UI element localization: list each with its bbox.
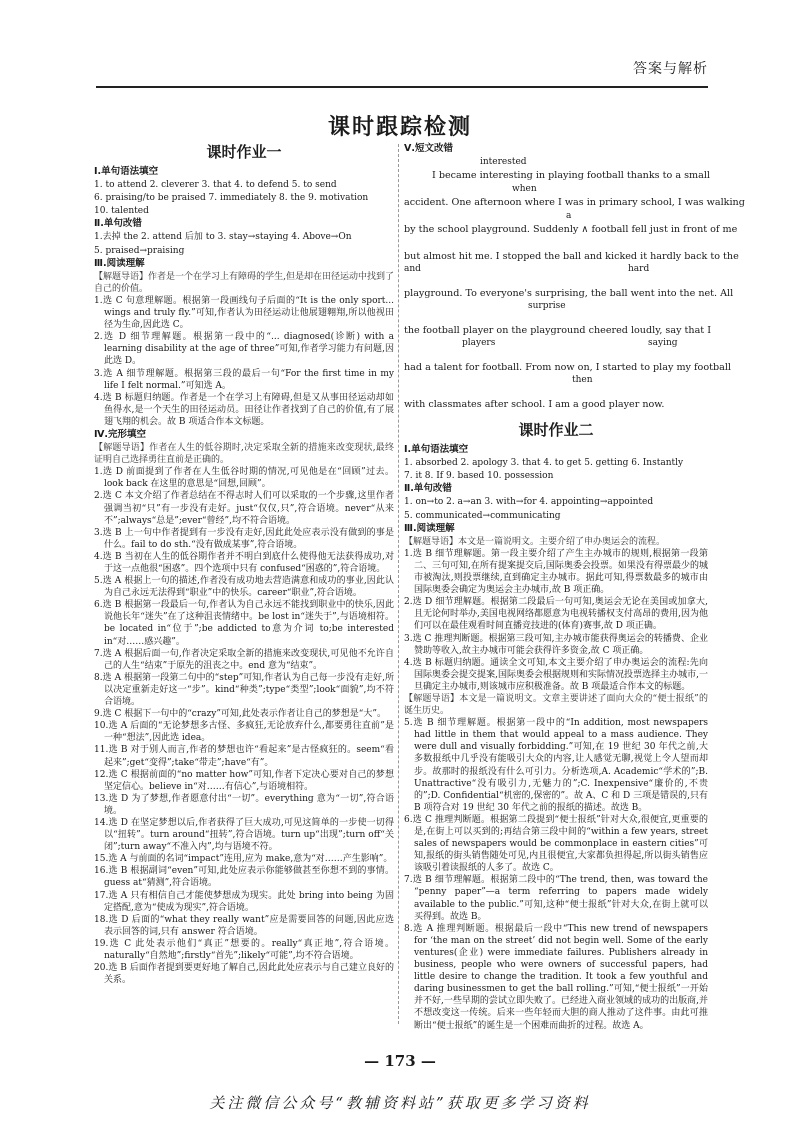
explanation-item: 14.选 D 在坚定梦想以后,作者获得了巨大成功,可见这简单的一步使一切得以“扭转”。turn around“扭转”,符合语境。turn up“出现”;turn off“关闭”;turn away“不准入内”,均与语境不符。 xyxy=(94,817,394,853)
passage-line xyxy=(404,274,734,312)
header-rule xyxy=(96,86,708,88)
homework-2-title: 课时作业二 xyxy=(518,421,594,440)
homework-1-title: 课时作业一 xyxy=(206,143,282,161)
explanation-item: 1.选 D 前面提到了作者在人生低谷时期的情况,可见他是在“回顾”过去。look back 在这里的意思是“回想,回顾”。 xyxy=(94,467,394,490)
passage-line xyxy=(404,210,738,237)
passage-text: I became interesting in playing football thanks to a small xyxy=(432,170,710,182)
section-grammar-fill: Ⅰ.单句语法填空 xyxy=(94,166,159,177)
passage-line xyxy=(404,348,731,386)
answer-line: 1.去掉 the 2. attend 后加 to 3. stay→staying 4. Above→On xyxy=(94,232,352,243)
section-reading-2: Ⅲ.阅读理解 xyxy=(404,522,455,534)
passage-line xyxy=(404,156,708,183)
explanation-item: 3.选 C 推理判断题。根据第三段可知,主办城市能获得奥运会的转播费、企业赞助等收入,故主办城市可能会获得许多资金,故 C 项正确。 xyxy=(404,633,708,656)
explanation-item: 5.选 A 根据上一句的描述,作者没有成功地去营造满意和成功的事业,因此认为自己永远无法得到“职业”中的快乐。career“职业”,符合语境。 xyxy=(94,576,394,599)
correction-mark: surprise xyxy=(528,301,566,312)
section-error-correction: Ⅱ.单句改错 xyxy=(94,218,142,230)
explanation-item: 19.选 C 此处表示他们“真正”想要的。really“真正地”,符合语境。naturally“自然地”;firstly“首先”;likely“可能”,均不符合语境。 xyxy=(94,938,394,961)
explanation-item: 8.选 A 根据第一段第二句中的“step”可知,作者认为自己每一步没有走好,所以决定重新走好这一“步”。kind“种类”;type“类型”;look“面貌”,均不符合语境。 xyxy=(94,672,394,708)
answer-line: 1. absorbed 2. apology 3. that 4. to get 5. getting 6. Instantly xyxy=(404,458,684,469)
correction-mark: when xyxy=(512,184,537,195)
explanation-item: 5.选 B 细节理解题。根据第一段中的“In addition, most newspapers had little in them that would appeal to a mass audience. They were dull and visually forbidding.”可知,在 19 世纪 30 年代之前,大多数报纸中几乎没有能吸引大众的内容,让人感觉无聊,视觉上令人望而却步。故那时的报纸没有什么可引力。分析选项,A. Academic“学术的”;B. Unattractive“没有吸引力,无魅力的”;C. Inexpensive“廉价的,不贵的”;D. Confidential“机密的,保密的”。故 A、C 和 D 三项是错误的,只有 B 项符合对 19 世纪 30 年代之前的报纸的描述。故选 B。 xyxy=(404,718,708,813)
correction-mark: players xyxy=(462,338,496,349)
reading-guide: 【解题导语】本文是一篇说明文。文章主要讲述了面向大众的“便士报纸”的诞生历史。 xyxy=(404,693,708,717)
explanation-item: 11.选 B 对于别人而言,作者的梦想也许“看起来”是古怪疯狂的。seem“看起来”;get“变得”;take“带走”;have“有”。 xyxy=(94,745,394,768)
explanation-item: 8.选 A 推理判断题。根据最后一段中“This new trend of newspapers for ‘the man on the street’ did not begin well. Some of the early ventures(企业) were immediate failures. Publishers already in business, people who were owners of successful papers, had little desire to change the tradition. It took a few youthful and daring businessmen to get the ball rolling.”可知,“便士报纸”一开始并不好,一些早期的尝试立即失败了。已经进入商业领域的成功的出版商,并不想改变这一传统。后来一些年轻而大胆的商人推动了这件事。由此可推断出“便士报纸”的诞生是一个困难而曲折的过程。故选 A。 xyxy=(404,923,708,1031)
reading-guide: 【解题导语】作者是一个在学习上有障碍的学生,但是却在田径运动中找到了自己的价值。 xyxy=(94,271,394,294)
answer-line: 1. to attend 2. cleverer 3. that 4. to defend 5. to send xyxy=(94,180,337,191)
passage-text: by the school playground. Suddenly ∧ football fell just in front of me xyxy=(404,224,738,236)
passage-line xyxy=(404,311,711,349)
left-column xyxy=(94,142,394,1102)
explanation-item: 6.选 C 推理判断题。根据第二段提到“便士报纸”针对大众,很便宜,更重要的是,在街上可以买到的;再结合第三段中间的“within a few years, street sales of newspapers would be commonplace in eastern cities”可知,报纸的街头销售随处可见,内且很便宜,大家都负担得起,所以街头销售应该吸引着读报纸的人多了。故选 C。 xyxy=(404,814,708,874)
explanation-item: 7.选 B 细节理解题。根据第二段中的“The trend, then, was toward the “penny paper”—a term referring to papers made widely available to the public.”可知,这种“便士报纸”针对大众,在街上就可以买得到。故选 B。 xyxy=(404,875,708,922)
correction-mark: then xyxy=(572,375,593,386)
explanation-item: 16.选 B 根据副词“even”可知,此处应表示你能够做甚至你想不到的事情。guess at“猜测”,符合语境。 xyxy=(94,866,394,889)
explanation-item: 18.选 D 后面的“what they really want”应是需要回答的问题,因此应选表示回答的词,只有 answer 符合语境。 xyxy=(94,914,394,937)
page-number: — 173 — xyxy=(364,1052,436,1070)
explanation-item: 2.选 D 细节理解题。根据第一段中的“... diagnosed(诊断) with a learning disability at the age of three”可知,作者学习能力有问题,因此选 D。 xyxy=(94,332,394,367)
passage-text: with classmates after school. I am a good player now. xyxy=(404,399,665,411)
correction-mark: a xyxy=(566,211,572,222)
correction-mark: interested xyxy=(480,157,527,168)
passage-text: playground. To everyone's surprising, the ball went into the net. All xyxy=(404,288,734,300)
cloze-guide: 【解题导语】作者在人生的低谷期时,决定采取全新的措施来改变现状,最终证明自己选择勇往直前是正确的。 xyxy=(94,443,394,466)
explanation-item: 1.选 B 细节理解题。第一段主要介绍了产生主办城市的规则,根据第一段第二、三句可知,在所有提案提交后,国际奥委会投票。如果没有得票最少的城市被淘汰,则投票继续,直到确定主办城市。据此可知,得票数最多的城市由国际奥委会确定为奥运会主办城市,故 B 项正确。 xyxy=(404,548,708,596)
reading-guide: 【解题导语】本文是一篇说明文。主要介绍了申办奥运会的流程。 xyxy=(404,536,666,547)
section-reading: Ⅲ.阅读理解 xyxy=(94,257,145,269)
proofreading-passage xyxy=(404,156,745,412)
right-column xyxy=(404,142,745,1102)
footer-note: 关注微信公众号“教辅资料站”获取更多学习资料 xyxy=(209,1094,591,1112)
explanation-item: 9.选 C 根据下一句中的“crazy”可知,此处表示作者让自己的梦想是“大”。 xyxy=(94,709,386,720)
column-divider xyxy=(398,144,399,1024)
passage-line xyxy=(404,385,708,412)
explanation-item: 4.选 B 当初在人生的低谷期作者并不明白到底什么使得他无法获得成功,对于这一点他很“困惑”。四个选项中只有 confused“困惑的”,符合语境。 xyxy=(94,551,394,574)
explanation-item: 12.选 C 根据前面的“no matter how”可知,作者下定决心要对自己的梦想坚定信心。believe in“对……有信心”,与语境相符。 xyxy=(94,769,394,792)
section-grammar-fill-2: Ⅰ.单句语法填空 xyxy=(404,444,469,456)
explanation-item: 20.选 B 后面作者提到要更好地了解自己,因此此处应表示与自己建立良好的关系。 xyxy=(94,963,394,986)
explanation-item: 15.选 A 与前面的名词“impact”连用,应为 make,意为“对……产生影响”。 xyxy=(94,854,393,865)
section-error-correction-2: Ⅱ.单句改错 xyxy=(404,483,452,495)
explanation-item: 17.选 A 只有相信自己才能使梦想成为现实。此处 bring into being 为固定搭配,意为“使成为现实”,符合语境。 xyxy=(94,890,394,913)
explanation-item: 1.选 C 句意理解题。根据第一段画线句子后面的“It is the only sport... wings and truly fly.”可知,作者认为田径运动让他展翅翱翔,所以他视田径为生命,因此选 C。 xyxy=(94,295,394,331)
passage-text: accident. One afternoon where I was in primary school, I was walking xyxy=(404,197,745,209)
explanation-item: 2.选 D 细节理解题。根据第二段最后一句可知,奥运会无论在美国或加拿大,且无论何时举办,美国电视网络都愿意为电视转播权支付高昂的费用,因为他们可以在最佳观看时间直播竞技进的(体育)赛事,故 D 项正确。 xyxy=(404,597,708,632)
explanation-item: 3.选 B 上一句中作者提到有一步没有走好,因此此处应表示没有做到的事是什么。fail to do sth.“没有做成某事”,符合语境。 xyxy=(94,527,394,550)
explanation-item: 3.选 A 细节理解题。根据第三段的最后一句“For the first time in my life I felt normal.”可知选 A。 xyxy=(94,368,394,391)
passage-text: the football player on the playground cheered loudly, say that I xyxy=(404,325,711,337)
answer-line: 5. praised→praising xyxy=(94,245,185,256)
explanation-item: 13.选 D 为了梦想,作者愿意付出“一切”。everything 意为“一切”,符合语境。 xyxy=(94,793,394,816)
answer-line: 6. praising/to be praised 7. immediately 8. the 9. motivation xyxy=(94,193,369,204)
answer-line: 1. on→to 2. a→an 3. with→for 4. appointing→appointed xyxy=(404,497,654,508)
passage-line xyxy=(404,237,739,275)
page-title: 课时跟踪检测 xyxy=(327,115,472,140)
answer-line: 7. it 8. If 9. based 10. possession xyxy=(404,471,554,482)
answer-line: 10. talented xyxy=(94,206,149,217)
correction-mark: saying xyxy=(648,338,678,349)
explanation-item: 6.选 B 根据第一段最后一句,作者认为自己永远不能找到职业中的快乐,因此说他长年“迷失”在了这种沮丧情绪中。be lost in“迷失于”,与语境相符。be located in“位于”;be addicted to意为介词 to;be interested in“对……感兴趣”。 xyxy=(94,600,394,647)
explanation-item: 2.选 C 本文介绍了作者总结在不得志时人们可以采取的一个步骤,这里作者强调当初“只”有一步没有走好。just“仅仅,只”,符合语境。never“从来不”;always“总是”;ever“曾经”,均不符合语境。 xyxy=(94,491,394,526)
correction-mark: hard xyxy=(628,264,650,275)
section-cloze: Ⅳ.完形填空 xyxy=(94,428,147,440)
explanation-item: 7.选 A 根据后面一句,作者决定采取全新的措施来改变现状,可见他不允许自己的人生“结束”于原先的沮丧之中。end 意为“结束”。 xyxy=(94,648,394,671)
passage-text: had a talent for football. From now on, I started to play my football xyxy=(404,362,731,374)
correction-mark: and xyxy=(404,264,421,275)
explanation-item: 4.选 B 标题归纳题。作者是一个在学习上有障碍,但是又从事田径运动却如鱼得水,是一个天生的田径运动员。田径让作者找到了自己的价值,有了展翅飞翔的机会。故 B 项适合作本文标题。 xyxy=(94,392,394,427)
passage-text: but almost hit me. I stopped the ball and kicked it hardly back to the xyxy=(404,251,739,263)
answer-line: 5. communicated→communicating xyxy=(404,510,561,521)
explanation-item: 10.选 A 后面的“无论梦想多古怪、多疯狂,无论放弃什么,都要勇往直前”是一种“想法”,因此选 idea。 xyxy=(94,721,394,744)
header-section-tag: 答案与解析 xyxy=(633,61,708,77)
passage-line xyxy=(404,183,745,210)
explanation-item: 4.选 B 标题归纳题。通读全文可知,本文主要介绍了申办奥运会的流程:先向国际奥委会提交提案,国际奥委会根据规则和实际情况投票选择主办城市,一旦确定主办城市,则该城市应积极准备。故 B 项最适合作本文的标题。 xyxy=(404,657,708,692)
section-passage-correction: Ⅴ.短文改错 xyxy=(404,143,453,154)
